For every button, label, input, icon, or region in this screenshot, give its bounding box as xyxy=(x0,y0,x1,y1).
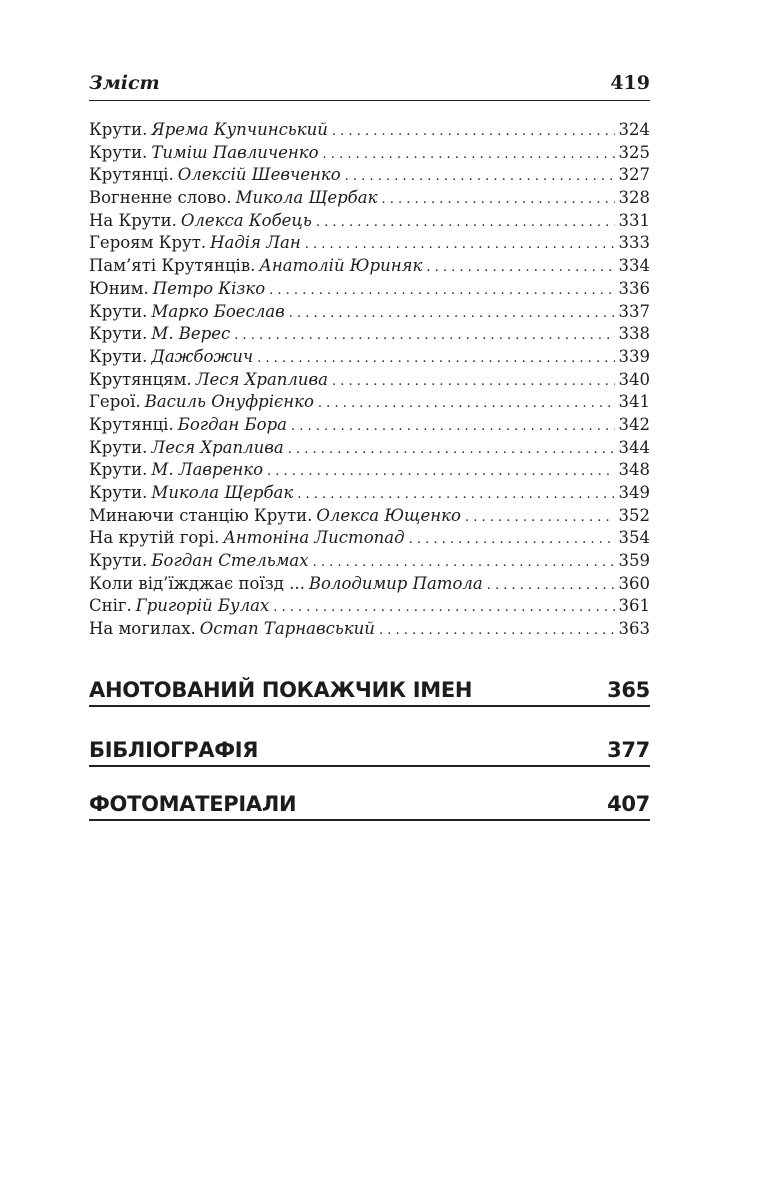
entry-author: Олексій Шевченко xyxy=(177,165,341,185)
dot-leader xyxy=(291,415,615,434)
section-title: ФОТОМАТЕРІАЛИ xyxy=(89,792,297,816)
toc-entry[interactable] xyxy=(89,483,650,506)
entry-author: М. Лавренко xyxy=(151,460,263,480)
entry-author: Антоніна Листопад xyxy=(223,528,405,548)
entry-poem: Крути. xyxy=(89,324,148,344)
section-heading-bibliography[interactable] xyxy=(89,738,650,767)
toc-entry[interactable] xyxy=(89,165,650,188)
dot-leader xyxy=(345,165,615,184)
entry-poem: Крути. xyxy=(89,301,148,321)
dot-leader xyxy=(267,460,615,479)
toc-entry[interactable] xyxy=(89,574,650,597)
entry-author: Григорій Булах xyxy=(135,596,270,616)
section-title: БІБЛІОГРАФІЯ xyxy=(89,738,259,762)
entry-poem: Минаючи станцію Крути. xyxy=(89,505,313,525)
entry-poem: На могилах. xyxy=(89,619,196,639)
entry-author: Богдан Бора xyxy=(177,414,287,434)
toc-entry[interactable] xyxy=(89,460,650,483)
toc-entry[interactable] xyxy=(89,619,650,642)
entry-author: Дажбожич xyxy=(151,346,254,366)
section-heading-name-index[interactable] xyxy=(89,678,650,707)
entry-page: 324 xyxy=(618,120,650,139)
entry-author: Тиміш Павличенко xyxy=(151,142,319,162)
entry-page: 331 xyxy=(618,210,650,230)
dot-leader xyxy=(379,619,615,638)
dot-leader xyxy=(332,370,615,389)
entry-poem: Крутянці. xyxy=(89,165,174,185)
toc-entry[interactable] xyxy=(89,279,650,302)
toc-entry[interactable] xyxy=(89,596,650,619)
entry-page: 338 xyxy=(618,324,650,344)
entry-page: 348 xyxy=(618,460,650,480)
entry-author: Ярема Купчинський xyxy=(151,120,328,139)
entry-page: 359 xyxy=(618,551,650,571)
dot-leader xyxy=(257,347,614,366)
entry-page: 340 xyxy=(618,369,650,389)
entry-author: Анатолій Юриняк xyxy=(259,256,423,276)
entry-poem: Крути. xyxy=(89,142,148,162)
entry-page: 336 xyxy=(618,278,650,298)
dot-leader xyxy=(273,596,614,615)
entry-poem: На крутій горі. xyxy=(89,528,220,548)
dot-leader xyxy=(316,211,615,230)
toc-entry[interactable] xyxy=(89,324,650,347)
toc-entry[interactable] xyxy=(89,143,650,166)
section-page: 365 xyxy=(607,678,650,702)
entry-author: Василь Онуфрієнко xyxy=(144,392,314,412)
dot-leader xyxy=(269,279,614,298)
entry-page: 327 xyxy=(618,165,650,185)
entry-poem: Крути. xyxy=(89,551,148,571)
toc-entry[interactable] xyxy=(89,506,650,529)
entry-poem: Крути. xyxy=(89,483,148,502)
entry-author: Надія Лан xyxy=(210,233,301,253)
entry-author: Володимир Патола xyxy=(308,573,483,593)
entry-page: 354 xyxy=(618,528,650,548)
header-title: Зміст xyxy=(89,72,160,94)
entry-poem: Пам’яті Крутянців. xyxy=(89,256,256,276)
entry-author: М. Верес xyxy=(151,324,231,344)
toc-entry[interactable] xyxy=(89,188,650,211)
running-header xyxy=(89,72,650,101)
entry-poem: На Крути. xyxy=(89,210,177,230)
entry-author: Марко Боеслав xyxy=(151,301,285,321)
entry-page: 363 xyxy=(618,619,650,639)
entry-poem: Крути. xyxy=(89,346,148,366)
entry-page: 334 xyxy=(618,256,650,276)
dot-leader xyxy=(323,143,615,162)
entry-poem: Крути. xyxy=(89,120,148,139)
entry-poem: Сніг. xyxy=(89,596,132,616)
entry-page: 325 xyxy=(618,142,650,162)
toc-entry[interactable] xyxy=(89,438,650,461)
entry-author: Остап Тарнавський xyxy=(199,619,375,639)
entry-page: 342 xyxy=(618,414,650,434)
entry-page: 339 xyxy=(618,346,650,366)
dot-leader xyxy=(332,120,615,139)
entry-page: 341 xyxy=(618,392,650,412)
toc-entry[interactable] xyxy=(89,211,650,234)
toc-entry[interactable] xyxy=(89,528,650,551)
toc-entry[interactable] xyxy=(89,120,650,143)
entry-poem: Крути. xyxy=(89,460,148,480)
toc-entry[interactable] xyxy=(89,347,650,370)
toc-entry[interactable] xyxy=(89,370,650,393)
dot-leader xyxy=(318,392,615,411)
dot-leader xyxy=(487,574,615,593)
entry-page: 333 xyxy=(618,233,650,253)
toc-entry[interactable] xyxy=(89,551,650,574)
entry-poem: Вогненне слово. xyxy=(89,188,232,208)
toc-entry[interactable] xyxy=(89,392,650,415)
dot-leader xyxy=(305,233,615,252)
dot-leader xyxy=(234,324,614,343)
entry-page: 337 xyxy=(618,301,650,321)
toc-entry[interactable] xyxy=(89,302,650,325)
dot-leader xyxy=(409,528,615,547)
dot-leader xyxy=(465,506,615,525)
entry-page: 344 xyxy=(618,437,650,457)
entry-author: Олекса Ющенко xyxy=(316,505,461,525)
entry-author: Микола Щербак xyxy=(151,483,294,502)
entry-page: 361 xyxy=(618,596,650,616)
entry-author: Микола Щербак xyxy=(235,188,378,208)
toc-page xyxy=(89,72,650,642)
section-page: 407 xyxy=(607,792,650,816)
toc-entry[interactable] xyxy=(89,233,650,256)
entry-poem: Коли від’їжджає поїзд ... xyxy=(89,573,305,593)
dot-leader xyxy=(288,438,615,457)
entry-page: 360 xyxy=(618,573,650,593)
entry-poem: Крутянці. xyxy=(89,414,174,434)
section-page: 377 xyxy=(607,738,650,762)
dot-leader xyxy=(381,188,614,207)
dot-leader xyxy=(426,256,614,275)
entry-author: Петро Кізко xyxy=(152,278,266,298)
entry-page: 349 xyxy=(618,483,650,502)
header-page-number: 419 xyxy=(610,72,650,94)
entry-poem: Крути. xyxy=(89,437,148,457)
entry-poem: Герої. xyxy=(89,392,141,412)
entry-poem: Юним. xyxy=(89,278,149,298)
toc-list xyxy=(89,120,650,642)
entry-author: Олекса Кобець xyxy=(180,210,312,230)
entry-page: 352 xyxy=(618,505,650,525)
section-title: АНОТОВАНИЙ ПОКАЖЧИК ІМЕН xyxy=(89,678,473,702)
entry-poem: Крутянцям. xyxy=(89,369,192,389)
toc-entry[interactable] xyxy=(89,256,650,279)
dot-leader xyxy=(297,483,614,502)
entry-page: 328 xyxy=(618,188,650,208)
entry-author: Леся Храплива xyxy=(195,369,328,389)
dot-leader xyxy=(313,551,615,570)
toc-entry[interactable] xyxy=(89,415,650,438)
entry-author: Богдан Стельмах xyxy=(151,551,309,571)
dot-leader xyxy=(289,302,615,321)
section-heading-photo-materials[interactable] xyxy=(89,792,650,821)
entry-author: Леся Храплива xyxy=(151,437,284,457)
entry-poem: Героям Крут. xyxy=(89,233,207,253)
